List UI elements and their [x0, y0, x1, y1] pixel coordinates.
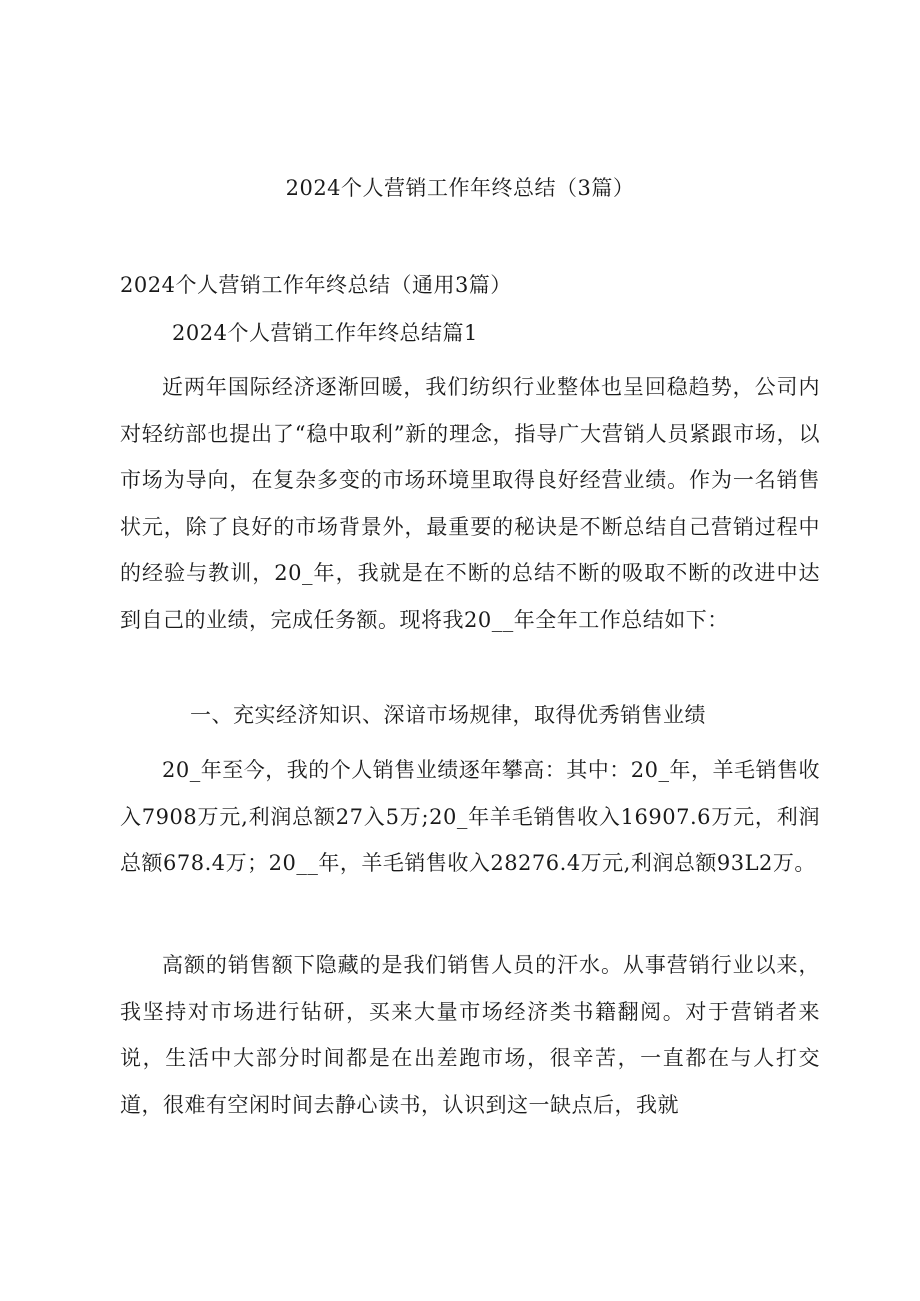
document-subtitle: 2024个人营销工作年终总结（通用3篇） [120, 273, 512, 297]
paragraph-intro: 近两年国际经济逐渐回暖，我们纺织行业整体也呈回稳趋势，公司内对轻纺部也提出了“稳中取利”新的理念，指导广大营销人员紧跟市场，以市场为导向，在复杂多变的市场环境里取得良好经营业绩。作为一名销售状元，除了良好的市场背景外，最重要的秘诀是不断总结自己营销过程中的经验与教训，20_年，我就是在不断的总结不断的吸取不断的改进中达到自己的业绩，完成任务额。现将我20__年全年工作总结如下： [120, 375, 820, 632]
document-title: 2024个人营销工作年终总结（3篇） [285, 176, 635, 200]
paragraph-hard-work: 高额的销售额下隐藏的是我们销售人员的汗水。从事营销行业以来，我坚持对市场进行钻研，买来大量市场经济类书籍翻阅。对于营销者来说，生活中大部分时间都是在出差跑市场，很辛苦，一直都在与人打交道，很难有空闲时间去静心读书，认识到这一缺点后，我就 [120, 953, 820, 1117]
heading-part-one: 一、充实经济知识、深谙市场规律，取得优秀销售业绩 [190, 703, 706, 727]
section-heading: 2024个人营销工作年终总结篇1 [172, 321, 478, 345]
paragraph-sales-figures: 20_年至今，我的个人销售业绩逐年攀高：其中：20_年，羊毛销售收入7908万元,利润总额27入5万;20_年羊毛销售收入16907.6万元，利润总额678.4万；20__年，羊毛销售收入28276.4万元,利润总额93L2万。 [120, 758, 820, 875]
